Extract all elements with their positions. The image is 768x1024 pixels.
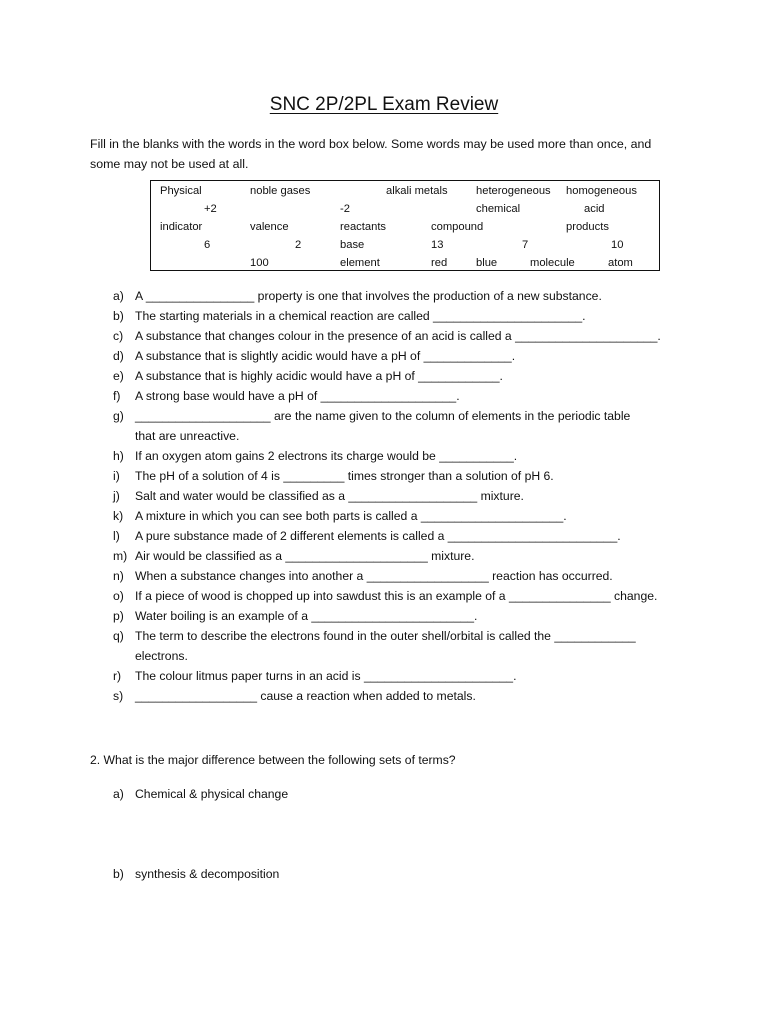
word: heterogeneous: [476, 185, 551, 197]
question-letter: h): [113, 449, 124, 463]
question-letter: j): [113, 489, 120, 503]
question-text: The starting materials in a chemical reaction are called ______________________.: [135, 309, 586, 323]
question-letter: l): [113, 529, 120, 543]
question-letter: s): [113, 689, 124, 703]
question-letter: d): [113, 349, 124, 363]
question-text: A mixture in which you can see both parts is called a _____________________.: [135, 509, 567, 523]
word: indicator: [160, 221, 203, 233]
word: homogeneous: [566, 185, 637, 197]
question-text: A pure substance made of 2 different elements is called a _________________________.: [135, 529, 621, 543]
word: Physical: [160, 185, 202, 197]
question-text: If a piece of wood is chopped up into sawdust this is an example of a _______________ change.: [135, 589, 658, 603]
question-letter: o): [113, 589, 124, 603]
question-letter: e): [113, 369, 124, 383]
question-letter: q): [113, 629, 124, 643]
word: 7: [522, 239, 529, 251]
word: base: [340, 239, 365, 251]
word: valence: [250, 221, 289, 233]
word: red: [431, 257, 448, 269]
word: noble gases: [250, 185, 311, 197]
word-box: [150, 180, 660, 271]
question-text: The term to describe the electrons found in the outer shell/orbital is called the ____________: [135, 629, 636, 643]
question-letter: i): [113, 469, 120, 483]
question-text: The colour litmus paper turns in an acid is ______________________.: [135, 669, 517, 683]
question-letter: p): [113, 609, 124, 623]
question-text: When a substance changes into another a __________________ reaction has occurred.: [135, 569, 613, 583]
question-letter: m): [113, 549, 128, 563]
question-letter: c): [113, 329, 124, 343]
word: 13: [431, 239, 444, 251]
question-letter: f): [113, 389, 121, 403]
question-letter: r): [113, 669, 122, 683]
question-text: ____________________ are the name given to the column of elements in the periodic table: [135, 409, 631, 423]
instructions: Fill in the blanks with the words in the word box below. Some words may be used more than once, and some may not be used at all.: [90, 137, 652, 171]
question-letter: b): [113, 309, 124, 323]
question-text: Air would be classified as a _____________________ mixture.: [135, 549, 475, 563]
question-text: Water boiling is an example of a ________________________.: [135, 609, 478, 623]
question-text: If an oxygen atom gains 2 electrons its charge would be ___________.: [135, 449, 518, 463]
item-text: Chemical & physical change: [135, 787, 289, 801]
question-text: A substance that is slightly acidic would have a pH of _____________.: [135, 349, 516, 363]
word: -2: [340, 203, 350, 215]
word: 2: [295, 239, 302, 251]
word: alkali metals: [386, 185, 448, 197]
word: products: [566, 221, 609, 233]
word: 10: [611, 239, 624, 251]
question-letter: a): [113, 289, 124, 303]
question-letter: k): [113, 509, 124, 523]
word: compound: [431, 221, 484, 233]
question-text: A strong base would have a pH of ____________________.: [135, 389, 460, 403]
section2-prompt: 2. What is the major difference between the following sets of terms?: [90, 753, 456, 767]
question-text: __________________ cause a reaction when added to metals.: [135, 689, 476, 703]
word: reactants: [340, 221, 387, 233]
item-letter: b): [113, 867, 124, 881]
question-text: Salt and water would be classified as a ___________________ mixture.: [135, 489, 524, 503]
word: 6: [204, 239, 211, 251]
word: 100: [250, 257, 269, 269]
question-text: A ________________ property is one that involves the production of a new substance.: [135, 289, 602, 303]
question-text: A substance that changes colour in the presence of an acid is called a _____________________.: [135, 329, 661, 343]
word: chemical: [476, 203, 521, 215]
question-text: electrons.: [135, 649, 188, 663]
item-letter: a): [113, 787, 124, 801]
word: +2: [204, 203, 217, 215]
question-letter: g): [113, 409, 124, 423]
item-text: synthesis & decomposition: [135, 867, 280, 881]
page-title: SNC 2P/2PL Exam Review: [269, 94, 499, 115]
question-text: A substance that is highly acidic would have a pH of ____________.: [135, 369, 503, 383]
question-letter: n): [113, 569, 124, 583]
word: blue: [476, 257, 498, 269]
word: acid: [584, 203, 605, 215]
question-text: that are unreactive.: [135, 429, 240, 443]
word: element: [340, 257, 380, 269]
word: molecule: [530, 257, 575, 269]
question-text: The pH of a solution of 4 is _________ times stronger than a solution of pH 6.: [135, 469, 554, 483]
word: atom: [608, 257, 633, 269]
